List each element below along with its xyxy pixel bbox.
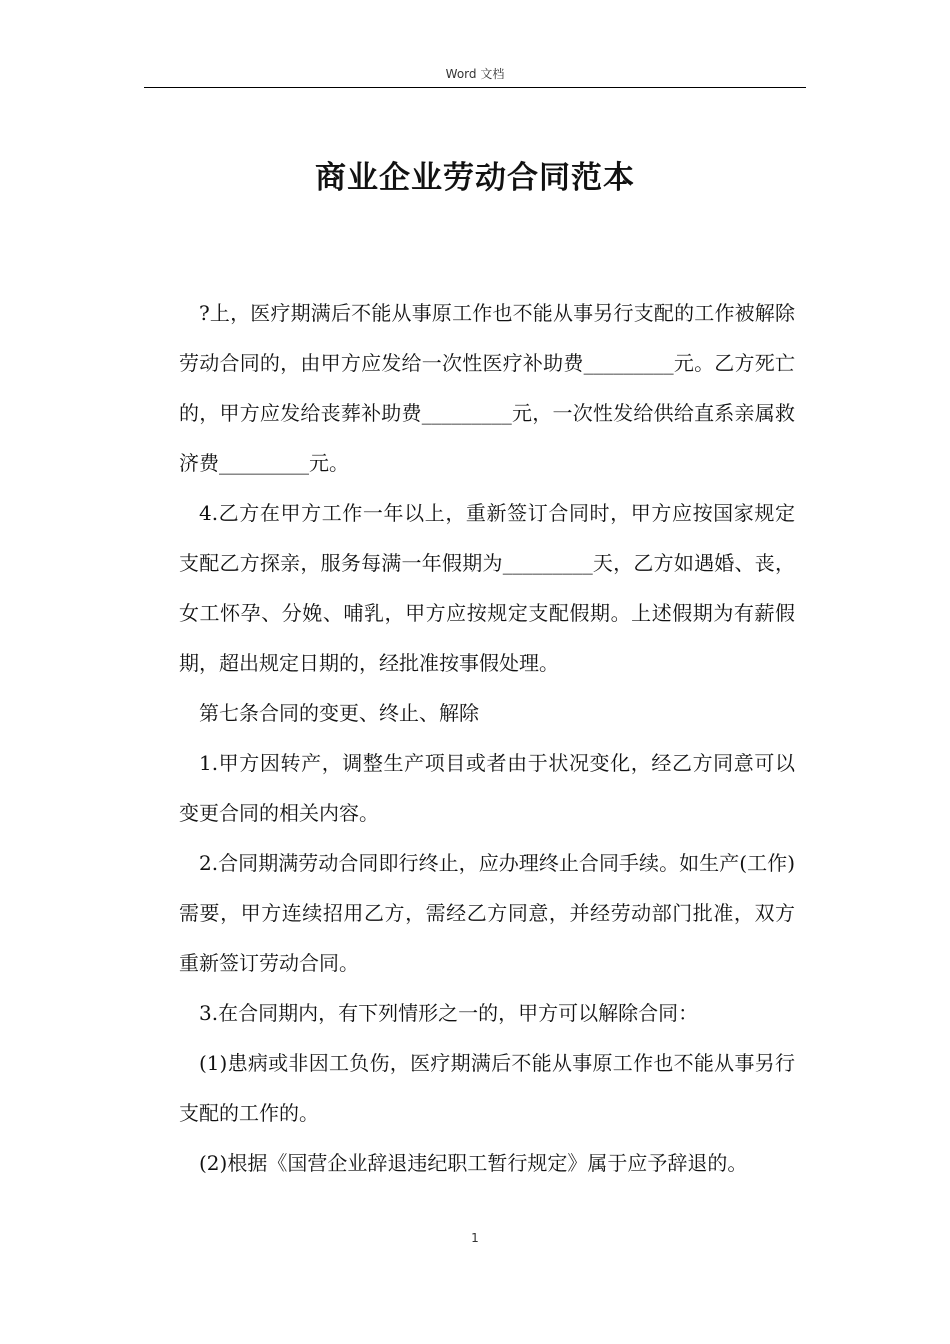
paragraph-contract-change: 1.甲方因转产，调整生产项目或者由于状况变化，经乙方同意可以变更合同的相关内容。 <box>179 751 795 825</box>
document-body <box>179 288 795 1188</box>
article-seven-heading: 第七条合同的变更、终止、解除 <box>199 701 479 725</box>
paragraph-medical-subsidy: ?上，医疗期满后不能从事原工作也不能从事另行支配的工作被解除劳动合同的，由甲方应发给一次性医疗补助费_________元。乙方死亡的，甲方应发给丧葬补助费_________元，一次性发给供给直系亲属救济费_________元。 <box>179 301 795 475</box>
paragraph-condition-illness: (1)患病或非因工负伤，医疗期满后不能从事原工作也不能从事另行支配的工作的。 <box>179 1051 795 1125</box>
header-rule <box>144 87 806 88</box>
paragraph-contract-expiry: 2.合同期满劳动合同即行终止，应办理终止合同手续。如生产(工作)需要，甲方连续招用乙方，需经乙方同意，并经劳动部门批准，双方重新签订劳动合同。 <box>179 851 795 975</box>
page-header: Word 文档 <box>445 67 505 81</box>
document-title: 商业企业劳动合同范本 <box>315 160 635 196</box>
paragraph-termination-conditions: 3.在合同期内，有下列情形之一的，甲方可以解除合同： <box>199 1001 699 1025</box>
paragraph-condition-dismissal: (2)根据《国营企业辞退违纪职工暂行规定》属于应予辞退的。 <box>199 1151 748 1175</box>
paragraph-home-leave: 4.乙方在甲方工作一年以上，重新签订合同时，甲方应按国家规定支配乙方探亲，服务每满一年假期为_________天，乙方如遇婚、丧，女工怀孕、分娩、哺乳，甲方应按规定支配假期。上述假期为有薪假期，超出规定日期的，经批准按事假处理。 <box>179 501 795 675</box>
page-number: 1 <box>471 1231 479 1245</box>
